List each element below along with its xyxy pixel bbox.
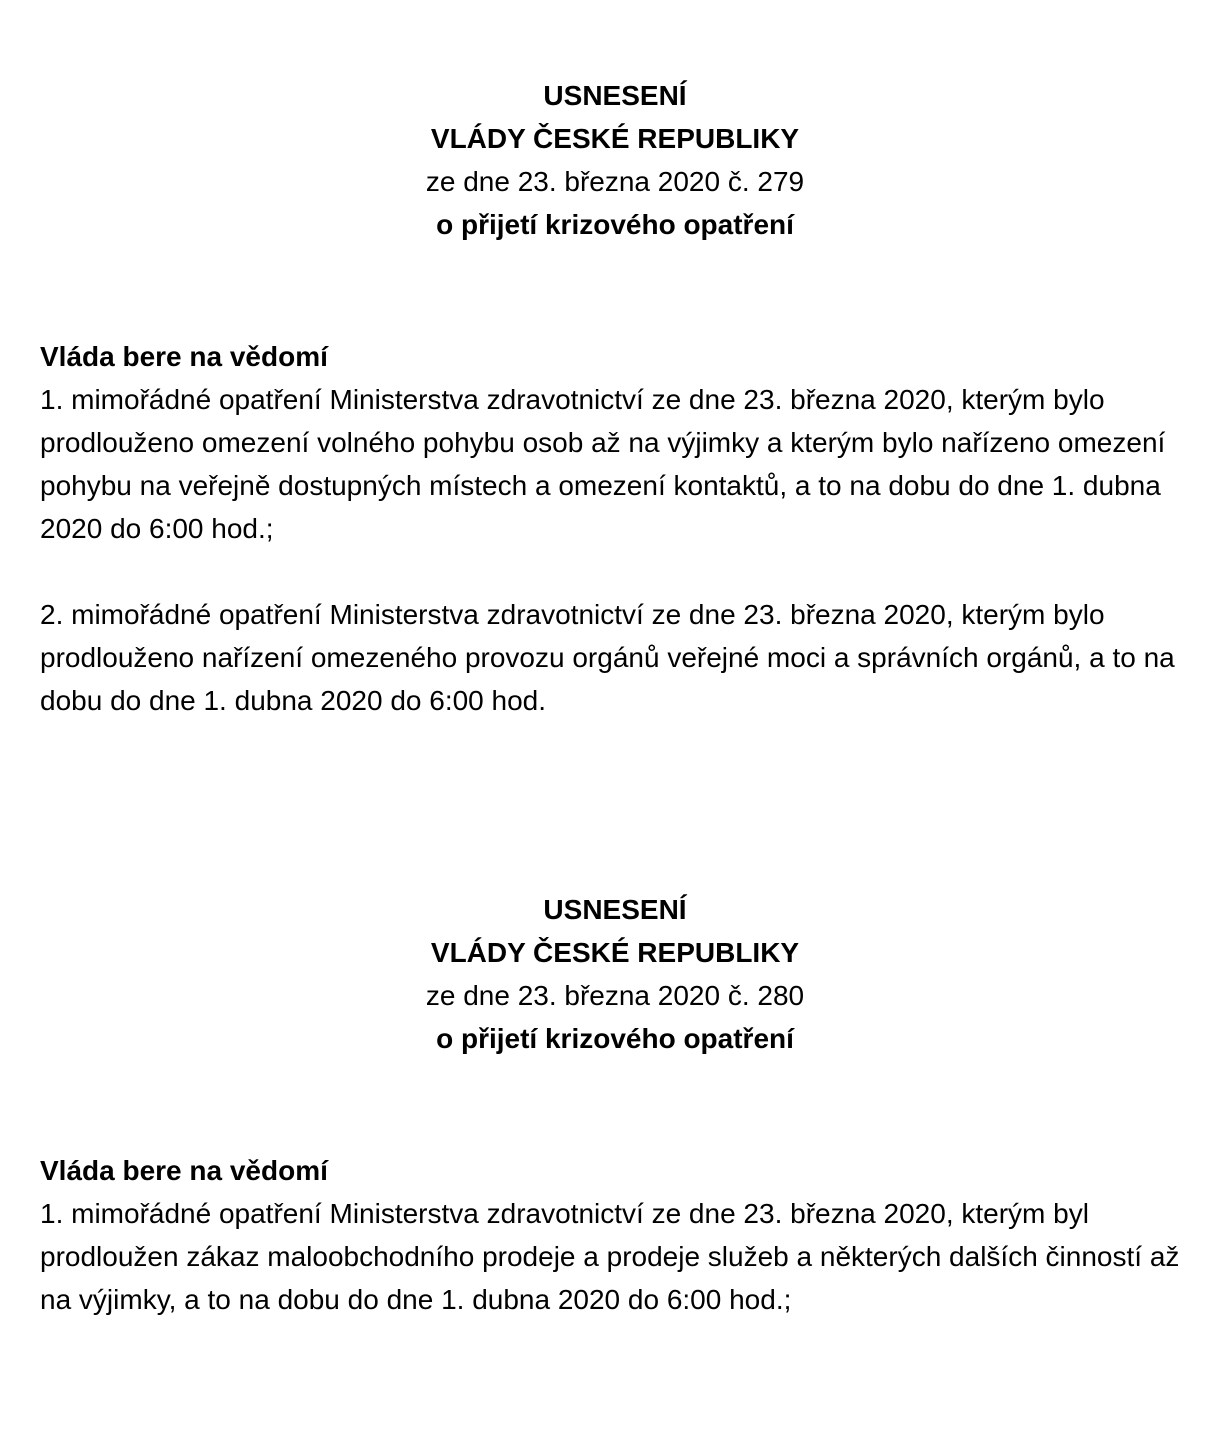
heading-government: VLÁDY ČESKÉ REPUBLIKY [430,937,800,968]
heading-government: VLÁDY ČESKÉ REPUBLIKY [430,123,800,154]
resolution-item-1: 1. mimořádné opatření Ministerstva zdravotnictví ze dne 23. března 2020, kterým bylo prodlouženo omezení volného pohybu osob až na výjimky a kterým bylo nařízeno omezení pohybu na veřejně dostupných místech a omezení kontaktů, a to na dobu do dne 1. dubna 2020 do 6:00 hod.; [40,384,1166,544]
resolution-subject: o přijetí krizového opatření [436,1023,794,1054]
resolution-279 [40,74,1190,722]
resolution-date-number: ze dne 23. března 2020 č. 280 [425,980,805,1011]
resolution-item-1: 1. mimořádné opatření Ministerstva zdravotnictví ze dne 23. března 2020, kterým byl prodloužen zákaz maloobchodního prodeje a prodeje služeb a některých dalších činností až na výjimky, a to na dobu do dne 1. dubna 2020 do 6:00 hod.; [40,1198,1180,1315]
resolution-body [40,335,1190,722]
resolution-subject: o přijetí krizového opatření [436,209,794,240]
resolution-header [40,888,1190,1060]
heading-usneseni: USNESENÍ [543,80,687,111]
heading-usneseni: USNESENÍ [543,894,687,925]
resolution-280 [40,888,1190,1321]
resolution-item-2: 2. mimořádné opatření Ministerstva zdravotnictví ze dne 23. března 2020, kterým bylo prodlouženo nařízení omezeného provozu orgánů veřejné moci a správních orgánů, a to na dobu do dne 1. dubna 2020 do 6:00 hod. [40,599,1175,716]
resolution-lead: Vláda bere na vědomí [40,341,328,372]
resolution-body [40,1149,1190,1321]
resolution-header [40,74,1190,246]
resolution-date-number: ze dne 23. března 2020 č. 279 [425,166,805,197]
resolution-lead: Vláda bere na vědomí [40,1155,328,1186]
